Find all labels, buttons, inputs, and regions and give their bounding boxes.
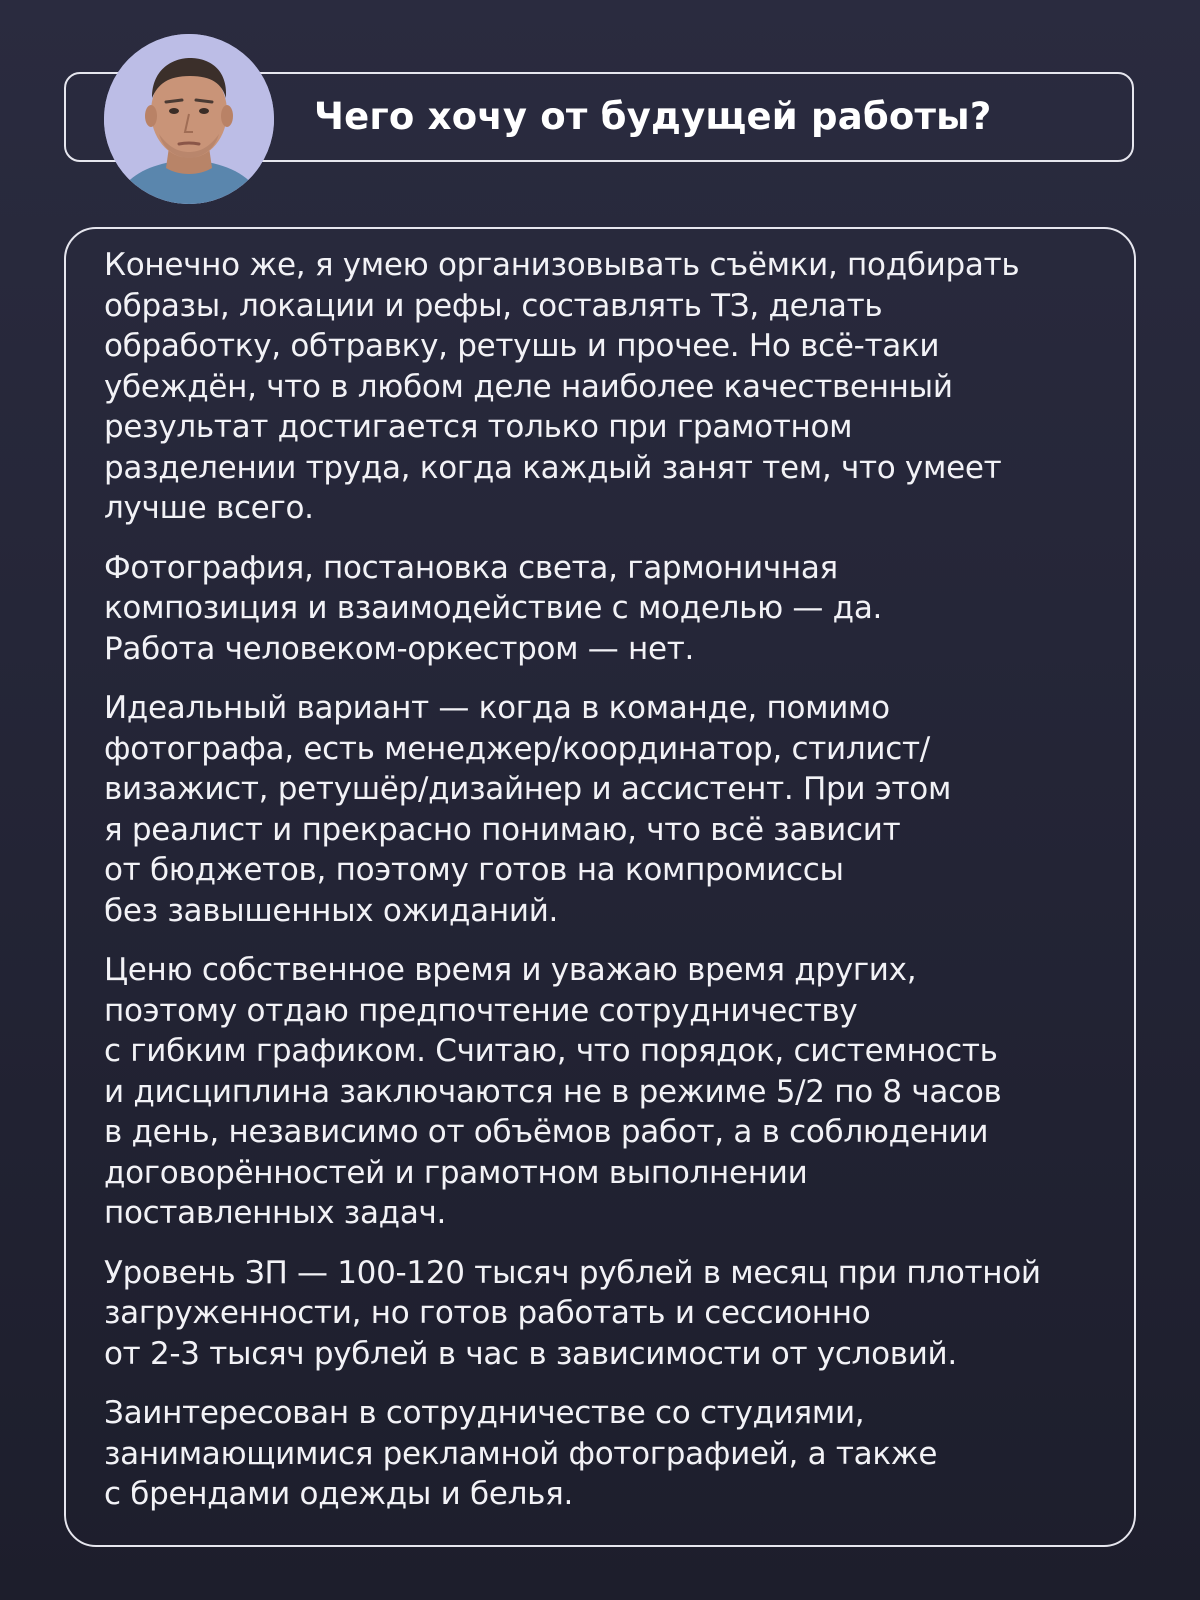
paragraph-focus: Фотография, постановка света, гармоничная композиция и взаимодействие с моделью — да. Работа человеком-оркестром — нет. bbox=[104, 549, 883, 667]
paragraph-schedule: Ценю собственное время и уважаю время других, поэтому отдаю предпочтение сотрудничеству с гибким графиком. Считаю, что порядок, системность и дисциплина заключаются не в режиме 5/2 по 8 часов в день, независимо от объёмов работ, а в соблюдении договорённостей и грамотном выполнении поставленных задач. bbox=[104, 952, 1002, 1231]
paragraph-interests: Заинтересован в сотрудничестве со студиями, занимающимися рекламной фотографией, а также с брендами одежды и белья. bbox=[104, 1395, 938, 1512]
paragraph-salary: Уровень ЗП — 100-120 тысяч рублей в месяц при плотной загруженности, но готов работать и сессионно от 2-3 тысяч рублей в час в зависимости от условий. bbox=[104, 1254, 1041, 1372]
content-body bbox=[104, 245, 1114, 1515]
avatar-portrait bbox=[104, 34, 274, 204]
page-title: Чего хочу от будущей работы? bbox=[314, 95, 992, 138]
paragraph-skills: Конечно же, я умею организовывать съёмки, подбирать образы, локации и рефы, составлять ТЗ, делать обработку, обтравку, ретушь и прочее. Но всё-таки убеждён, что в любом деле наиболее качественный результат достигается только при грамотном разделении труда, когда каждый занят тем, что умеет лучше всего. bbox=[104, 247, 1020, 526]
paragraph-ideal-team: Идеальный вариант — когда в команде, помимо фотографа, есть менеджер/координатор, стилист/ визажист, ретушёр/дизайнер и ассистент. При этом я реалист и прекрасно понимаю, что всё зависит от бюджетов, поэтому готов на компромиссы без завышенных ожиданий. bbox=[104, 690, 952, 929]
avatar bbox=[104, 34, 274, 204]
